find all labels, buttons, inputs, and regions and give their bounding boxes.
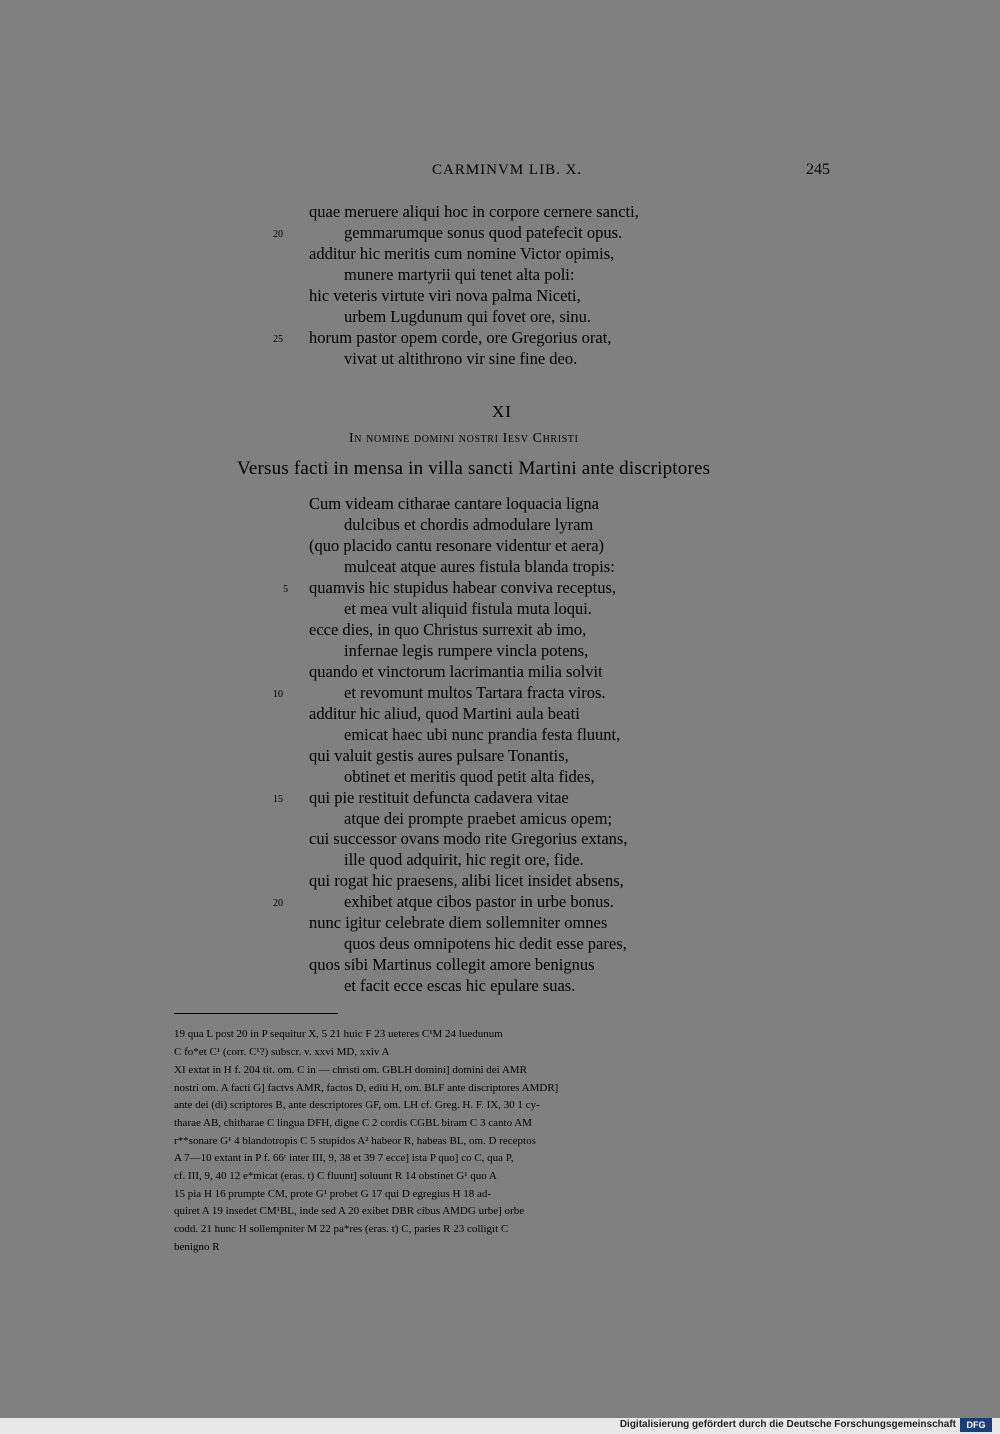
poem-line: qui pie restituit defuncta cadavera vitae [309, 788, 569, 807]
footnote-line: XI extat in H f. 204 tit. om. C in — christi om. GBLH domini] domini dei AMR [174, 1064, 527, 1076]
section-number: XI [492, 402, 512, 421]
poem-line: et revomunt multos Tartara fracta viros. [344, 683, 606, 702]
poem-line: urbem Lugdunum qui fovet ore, sinu. [344, 307, 592, 326]
footnote-line: 15 pia H 16 prumpte CM, prote G¹ probet G 17 qui D egregius H 18 ad- [174, 1188, 492, 1200]
line-number: 20 [273, 229, 283, 240]
footnote-rule [174, 1013, 338, 1014]
footnote-line: r**sonare G¹ 4 blandotropis C 5 stupidos A² habeor R, habeas BL, om. D receptos [174, 1135, 536, 1147]
footnote-line: tharae AB, chitharae C lingua DFH, digne C 2 cordis CGBL biram C 3 canto AM [174, 1117, 532, 1129]
poem-line: atque dei prompte praebet amicus opem; [344, 809, 613, 828]
page-number: 245 [806, 161, 830, 178]
footnote-line: nostri om. A facti G] factvs AMR, factos D, editi H, om. BLF ante discriptores AMDR] [174, 1082, 559, 1094]
poem-line: (quo placido cantu resonare videntur et aera) [309, 536, 605, 555]
poem-line: hic veteris virtute viri nova palma Niceti, [309, 286, 581, 305]
line-number: 5 [283, 584, 288, 595]
poem-line: emicat haec ubi nunc prandia festa fluunt, [344, 725, 621, 744]
poem-line: dulcibus et chordis admodulare lyram [344, 515, 594, 534]
poem-line: qui valuit gestis aures pulsare Tonantis, [309, 746, 569, 765]
line-number: 25 [273, 334, 283, 345]
line-number: 15 [273, 794, 283, 805]
poem-line: ille quod adquirit, hic regit ore, fide. [344, 850, 584, 869]
section-heading: Versus facti in mensa in villa sancti Martini ante discriptores [237, 458, 711, 479]
poem-line: exhibet atque cibos pastor in urbe bonus. [344, 892, 614, 911]
poem-line: munere martyrii qui tenet alta poli: [344, 265, 575, 284]
dfg-logo-icon[interactable]: DFG [960, 1418, 992, 1432]
poem-line: vivat ut altithrono vir sine fine deo. [344, 349, 578, 368]
poem-line: qui rogat hic praesens, alibi licet insidet absens, [309, 871, 624, 890]
poem-line: infernae legis rumpere vincla potens, [344, 641, 589, 660]
poem-line: quos deus omnipotens hic dedit esse pares, [344, 934, 627, 953]
poem-line: quos sibi Martinus collegit amore benignus [309, 955, 595, 974]
footnote-line: A 7—10 extant in P f. 66ʳ inter III, 9, 38 et 39 7 ecce] ista P quo] co C, qua P, [174, 1152, 514, 1164]
footnote-line: codd. 21 hunc H sollempniter M 22 pa*res (eras. t) C, paries R 23 colligit C [174, 1223, 509, 1235]
poem-line: et mea vult aliquid fistula muta loqui. [344, 599, 592, 618]
poem-line: nunc igitur celebrate diem sollemniter omnes [309, 913, 608, 932]
poem-line: gemmarumque sonus quod patefecit opus. [344, 223, 623, 242]
poem-line: quae meruere aliqui hoc in corpore cernere sancti, [309, 202, 639, 221]
footnote-line: ante dei (di) scriptores B, ante descriptores GF, om. LH cf. Greg. H. F. IX, 30 1 cy- [174, 1099, 540, 1111]
poem-line: ecce dies, in quo Christus surrexit ab imo, [309, 620, 587, 639]
poem-line: horum pastor opem corde, ore Gregorius orat, [309, 328, 612, 347]
poem-line: et facit ecce escas hic epulare suas. [344, 976, 576, 995]
footnote-line: 19 qua L post 20 in P sequitur X, 5 21 huic F 23 ueteres C¹M 24 luedunum [174, 1028, 503, 1040]
footnote-line: quiret A 19 insedet CM¹BL, inde sed A 20 exibet DBR cibus AMDG urbe] orbe [174, 1205, 525, 1217]
footnote-line: cf. III, 9, 40 12 e*micat (eras. t) C fluunt] soluunt R 14 obstinet G¹ quo A [174, 1170, 497, 1182]
poem-line: Cum videam citharae cantare loquacia ligna [309, 494, 599, 513]
line-number: 20 [273, 898, 283, 909]
section-subtitle: In nomine domini nostri Iesv Christi [349, 431, 579, 446]
poem-line: quamvis hic stupidus habear conviva receptus, [309, 578, 616, 597]
running-header: CARMINVM LIB. X. [432, 162, 583, 178]
footnote-line: benigno R [174, 1241, 220, 1253]
poem-line: quando et vinctorum lacrimantia milia solvit [309, 662, 603, 681]
line-number: 10 [273, 689, 283, 700]
footer-credit: Digitalisierung gefördert durch die Deutsche Forschungsgemeinschaft [619, 1419, 956, 1430]
poem-line: additur hic meritis cum nomine Victor opimis, [309, 244, 615, 263]
poem-line: additur hic aliud, quod Martini aula beati [309, 704, 580, 723]
poem-line: obtinet et meritis quod petit alta fides, [344, 767, 595, 786]
poem-line: cui successor ovans modo rite Gregorius extans, [309, 829, 628, 848]
poem-line: mulceat atque aures fistula blanda tropis: [344, 557, 615, 576]
footnote-line: C fo*et C¹ (corr. C¹?) subscr. v. xxvi MD, xxiv A [174, 1046, 390, 1058]
